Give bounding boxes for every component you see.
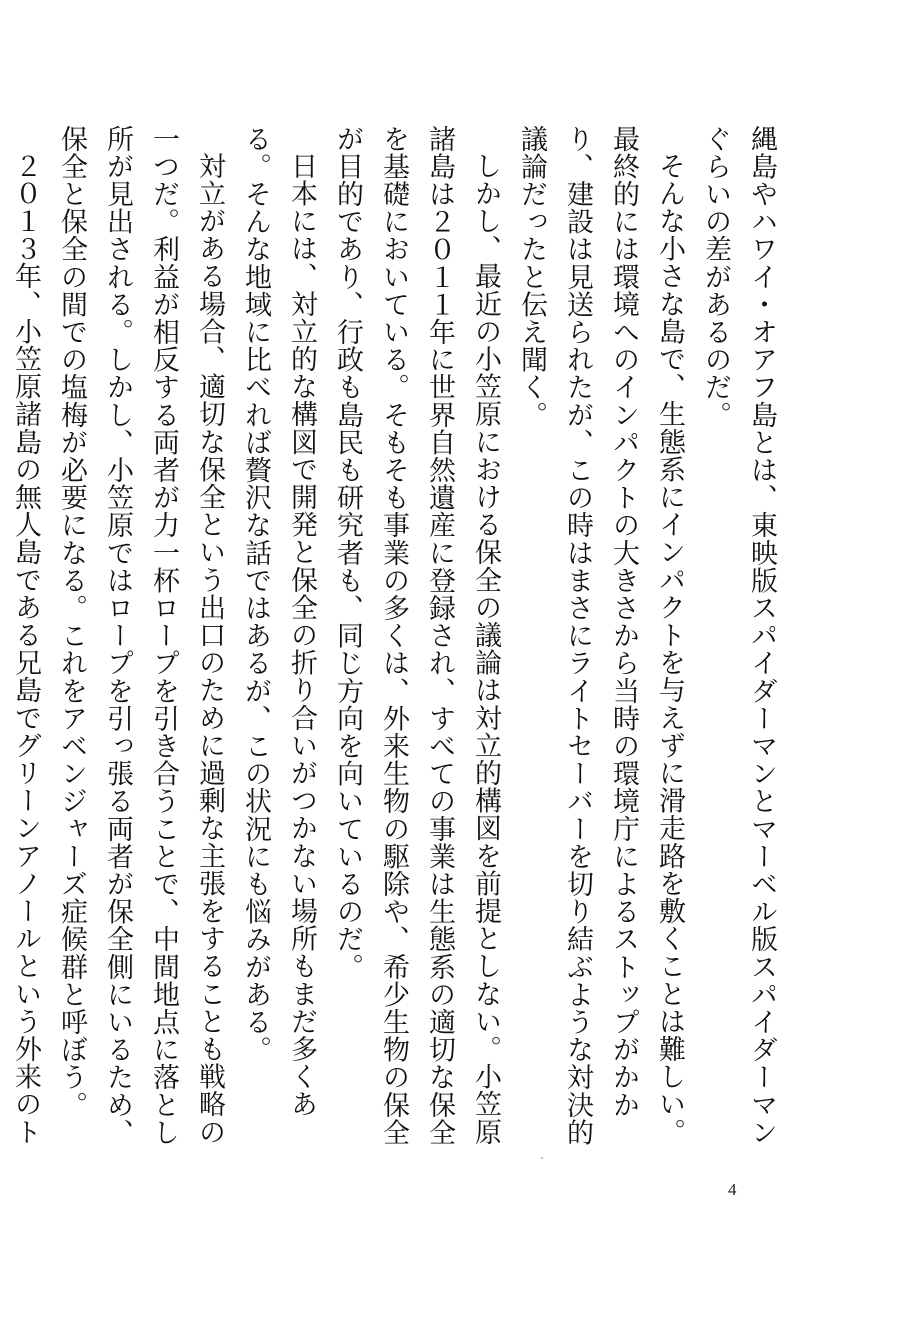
- paragraph-2: そんな小さな島で、生態系にインパクトを与えずに滑走路を敷くことは難しい。最終的には環境へのインパクトの大きさから当時の環境庁によるストップがかかり、建設は見送られたが、この時はまさにライトセーバーを切り結ぶような対決的議論だったと伝え聞く。: [516, 125, 685, 1147]
- paragraph-3: しかし、最近の小笠原における保全の議論は対立的構図を前提としない。小笠原諸島は２０１１年に世界自然遺産に登録され、すべての事業は生態系の適切な保全を基礎においている。そもそも事業の多くは、外来生物の駆除や、希少生物の保全が目的であり、行政も島民も研究者も、同じ方向を向いているのだ。: [332, 125, 501, 1147]
- paragraph-5: 対立がある場合、適切な保全という出口のために過剰な主張をすることも戦略の一つだ。利益が相反する両者が力一杯ロープを引き合うことで、中間地点に落とし所が見出される。しかし、小笠原ではロープを引っ張る両者が保全側にいるため、保全と保全の間での塩梅が必要になる。これをアベンジャーズ症候群と呼ぼう。: [56, 125, 225, 1147]
- paragraph-4: 日本には、対立的な構図で開発と保全の折り合いがつかない場所もまだ多くある。そんな地域に比べれば贅沢な話ではあるが、この状況にも悩みがある。: [240, 125, 317, 1118]
- paragraph-1: 縄島やハワイ・オアフ島とは、東映版スパイダーマンとマーベル版スパイダーマンぐらいの差があるのだ。: [700, 125, 777, 1147]
- vertical-text-body: [0, 125, 784, 1150]
- page-number: 4: [728, 1180, 737, 1199]
- paragraph-6: ２０１３年、小笠原諸島の無人島である兄島でグリーンアノールという外来のト: [10, 152, 41, 1146]
- scan-speck: [541, 1157, 543, 1159]
